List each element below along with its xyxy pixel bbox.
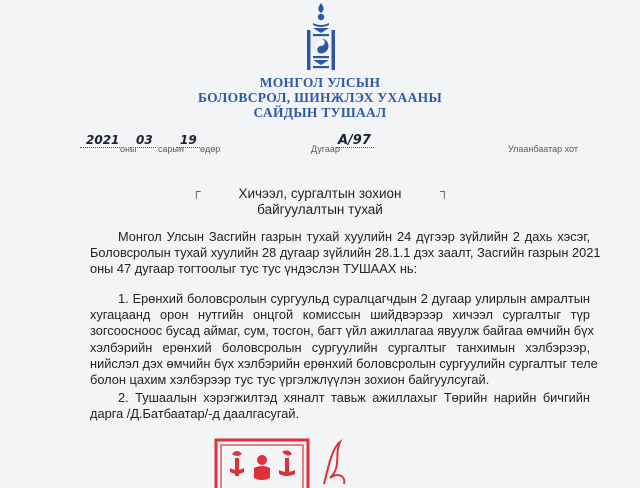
item-2-paragraph [90, 390, 590, 422]
intro-line: Монгол Улсын Засгийн газрын тухай хуулийн 24 дүгээр зүйлийн 2 дахь хэсэг, [118, 229, 590, 244]
item-2-line: дарга /Д.Батбаатар/-д даалгасугай. [90, 406, 300, 422]
soyombo-emblem-icon [304, 2, 338, 74]
date-month-underline [130, 147, 156, 148]
number-underline [336, 147, 374, 148]
number-label: Дугаар [311, 144, 340, 154]
header-line-1: МОНГОЛ УЛСЫН [259, 75, 381, 90]
decree-title-line-1: Хичээл, сургалтын зохион [238, 186, 402, 201]
corner-mark-left: ┌ [192, 184, 201, 198]
header-line-2: БОЛОВСРОЛ, ШИНЖЛЭХ УХААНЫ [197, 90, 443, 105]
date-day-underline [176, 147, 200, 148]
date-day-suffix: өдөр [200, 144, 221, 154]
item-1-paragraph [90, 291, 598, 388]
intro-line: оны 47 дугаар тогтоолыг тус тус үндэслэн ТУШААХ нь: [90, 261, 418, 277]
date-month-suffix: сарын [158, 144, 184, 154]
city: Улаанбаатар хот [508, 144, 578, 154]
intro-line: Боловсролын тухай хуулийн 28 дугаар зүйлийн 28.1.1 дэх заалт, Засгийн газрын 2021 [90, 245, 601, 261]
date-year-underline [80, 147, 120, 148]
date-year-suffix: оны [120, 144, 137, 154]
item-1-line: хугацаанд орон нутгийн онцгой комиссын шийдвэрээр хичээл сургалтыг түр [90, 307, 590, 323]
item-1-line: нийслэл дэх өмчийн бүх хэлбэрийн ерөнхий боловсролын сургуулийн сургалтыг теле [90, 355, 598, 371]
item-1-line: болон цахим хэлбэрээр тус тус үргэлжлүүлэн зохион байгуулсугай. [90, 372, 490, 388]
item-1-line: хэлбэрийн ерөнхий боловсролын сургуулийн сургалтыг танхимын хэлбэрээр, [90, 339, 590, 355]
official-seal-stamp [214, 438, 310, 488]
signature-mark [320, 438, 350, 488]
date-month: 03 [136, 133, 153, 147]
decree-title-line-2: байгуулалтын тухай [257, 202, 383, 217]
intro-paragraph [90, 229, 601, 278]
header-line-3: САЙДЫН ТУШААЛ [253, 105, 387, 120]
corner-mark-right: ┐ [440, 184, 449, 198]
item-1-line: зогсоосноос бусад аймаг, сум, тосгон, багт үйл ажиллагаа явуулж байгаа өмчийн бүх [90, 323, 594, 339]
item-1-line: 1. Ерөнхий боловсролын сургуульд суралцагчдын 2 дугаар улирлын амралтын [118, 291, 590, 306]
date-year: 2021 [86, 133, 120, 147]
date-day: 19 [180, 133, 197, 147]
item-2-line: 2. Тушаалын хэрэгжилтэд хяналт тавьж ажиллахыг Төрийн нарийн бичгийн [118, 390, 590, 405]
decree-number: А/97 [338, 133, 371, 148]
